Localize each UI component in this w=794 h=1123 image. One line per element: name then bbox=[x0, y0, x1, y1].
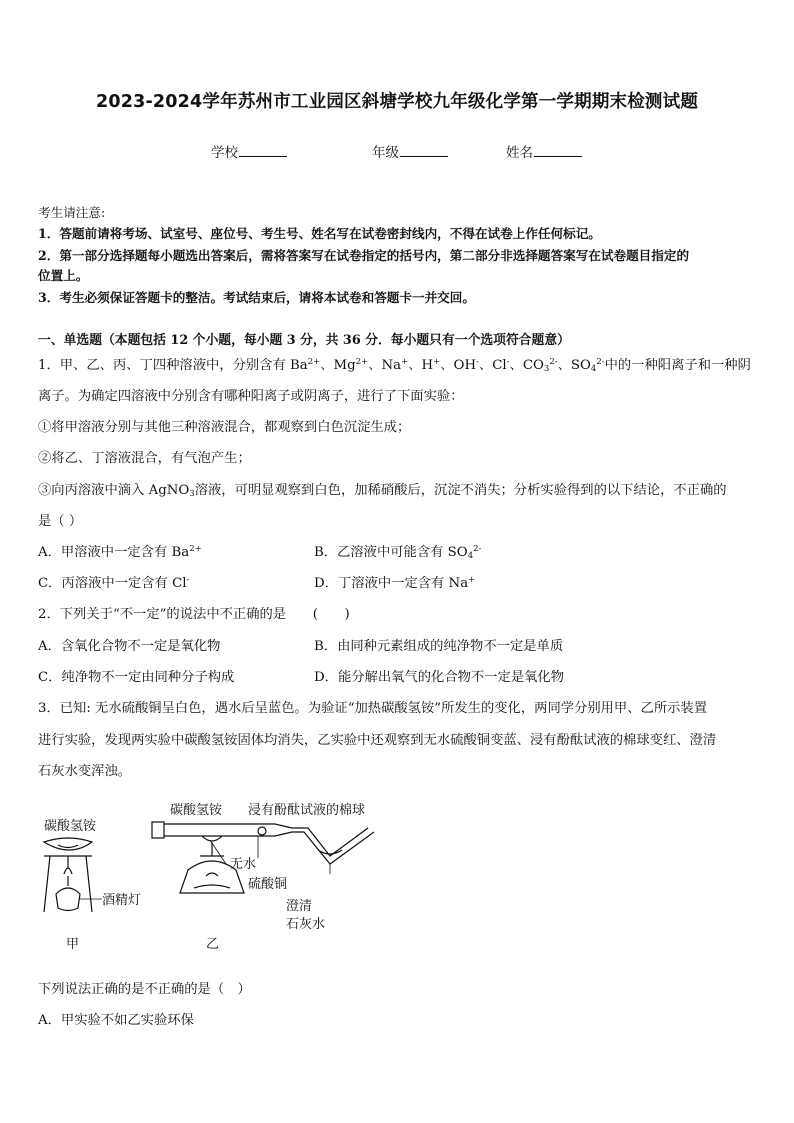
flame bbox=[64, 868, 72, 874]
grade-label: 年级 bbox=[372, 145, 399, 161]
q1-option-c: C．丙溶液中一定含有 Cl- bbox=[38, 575, 190, 591]
name-label: 姓名 bbox=[506, 145, 533, 161]
cotton-ball bbox=[258, 827, 266, 835]
yi-sample-label: 碳酸氢铵 bbox=[170, 803, 223, 818]
alcohol-lamp bbox=[56, 888, 80, 911]
q2-option-c: C．纯净物不一定由同种分子构成 bbox=[38, 670, 235, 685]
school-field bbox=[211, 141, 287, 161]
q1-option-a: A．甲溶液中一定含有 $Ba^{2+}$ bbox=[38, 544, 202, 560]
sample bbox=[202, 836, 222, 841]
q2-option-a: A．含氧化合物不一定是氧化物 bbox=[38, 639, 221, 654]
apparatus-figure bbox=[30, 798, 400, 958]
page-title: 2023-2024学年苏州市工业园区斜塘学校九年级化学第一学期期末检测试题 bbox=[95, 92, 699, 112]
grade-field bbox=[372, 141, 448, 161]
yi-caption: 乙 bbox=[206, 937, 220, 952]
notice-item-2: 2．第一部分选择题每小题选出答案后，需将答案写在试卷指定的括号内，第二部分非选择题答案写在试卷题目指定的 bbox=[38, 248, 690, 263]
test-tube bbox=[154, 824, 275, 836]
q1-option-d: D．丁溶液中一定含有 Na+ bbox=[314, 575, 476, 591]
yi-lime-label-2: 石灰水 bbox=[286, 917, 326, 932]
notice-item-1: 1．答题前请将考场、试室号、座位号、考生号、姓名写在试卷密封线内，不得在试卷上作任何标记。 bbox=[38, 226, 601, 241]
q1-line-2: 离子。为确定四溶液中分别含有哪种阳离子或阴离子，进行了下面实验： bbox=[38, 389, 464, 404]
q2-option-b: B．由同种元素组成的纯净物不一定是单质 bbox=[314, 639, 564, 654]
name-field bbox=[506, 141, 582, 161]
jia-caption: 甲 bbox=[66, 937, 80, 952]
school-blank bbox=[239, 144, 287, 157]
q3-line-3: 石灰水变浑浊。 bbox=[38, 764, 132, 779]
notice-item-3: 3．考生必须保证答题卡的整洁。考试结束后，请将本试卷和答题卡一并交回。 bbox=[38, 290, 475, 305]
q1-line-end: 是（ ） bbox=[38, 514, 83, 529]
yi-lime-label-1: 澄清 bbox=[286, 899, 313, 914]
q1-step-1: ①将甲溶液分别与其他三种溶液混合，都观察到白色沉淀生成； bbox=[38, 420, 411, 435]
yi-cuso4-label-1: 无水 bbox=[230, 857, 257, 872]
yi-cotton-label: 浸有酚酞试液的棉球 bbox=[248, 803, 366, 818]
q2-option-d: D．能分解出氧气的化合物不一定是氧化物 bbox=[314, 670, 565, 685]
jia-sample-label: 碳酸氢铵 bbox=[44, 819, 97, 834]
school-label: 学校 bbox=[211, 145, 238, 161]
section-heading: 一、单选题（本题包括 12 个小题，每小题 3 分，共 36 分．每小题只有一个选项符合题意） bbox=[38, 333, 570, 348]
q3-line-2: 进行实验，发现两实验中碳酸氢铵固体均消失，乙实验中还观察到无水硫酸铜变蓝、浸有酚酞试液的棉球变红、澄清 bbox=[38, 733, 717, 748]
q3-question: 下列说法正确的是不正确的是（ ） bbox=[38, 982, 251, 997]
q1-line-1: 1．甲、乙、丙、丁四种溶液中，分别含有 $Ba^{2+}$、$Mg^{2+}$、Na+、H+、OH-、Cl-、$CO_3^{2-}$、$SO_4^{2-}$中的一种阳离子和一种阴 bbox=[38, 357, 751, 374]
q3-line-1: 3．已知: 无水硫酸铜呈白色，遇水后呈蓝色。为验证“加热碳酸氢铵”所发生的变化，两同学分别用甲、乙所示装置 bbox=[38, 701, 708, 716]
q2-stem: 2．下列关于“不一定”的说法中不正确的是 ( ) bbox=[38, 607, 350, 622]
q1-step-3: ③向丙溶液中滴入 AgNO$_3$溶液，可明显观察到白色，加稀硝酸后，沉淀不消失；分析实验得到的以下结论，不正确的 bbox=[38, 483, 727, 499]
evaporating-dish bbox=[44, 838, 92, 850]
q1-step-2: ②将乙、丁溶液混合，有气泡产生； bbox=[38, 451, 251, 466]
q3-option-a: A．甲实验不如乙实验环保 bbox=[38, 1013, 194, 1028]
yi-cuso4-label-2: 硫酸铜 bbox=[248, 877, 288, 892]
notice-heading: 考生请注意: bbox=[38, 205, 106, 220]
grade-blank bbox=[400, 144, 448, 157]
jia-burner-label: 酒精灯 bbox=[102, 893, 142, 908]
stopper bbox=[152, 822, 164, 838]
notice-item-2-cont: 位置上。 bbox=[38, 268, 89, 283]
name-blank bbox=[534, 144, 582, 157]
apparatus-jia bbox=[44, 838, 102, 912]
q1-option-b: B．乙溶液中可能含有 $SO_4^{2-}$ bbox=[314, 544, 482, 561]
